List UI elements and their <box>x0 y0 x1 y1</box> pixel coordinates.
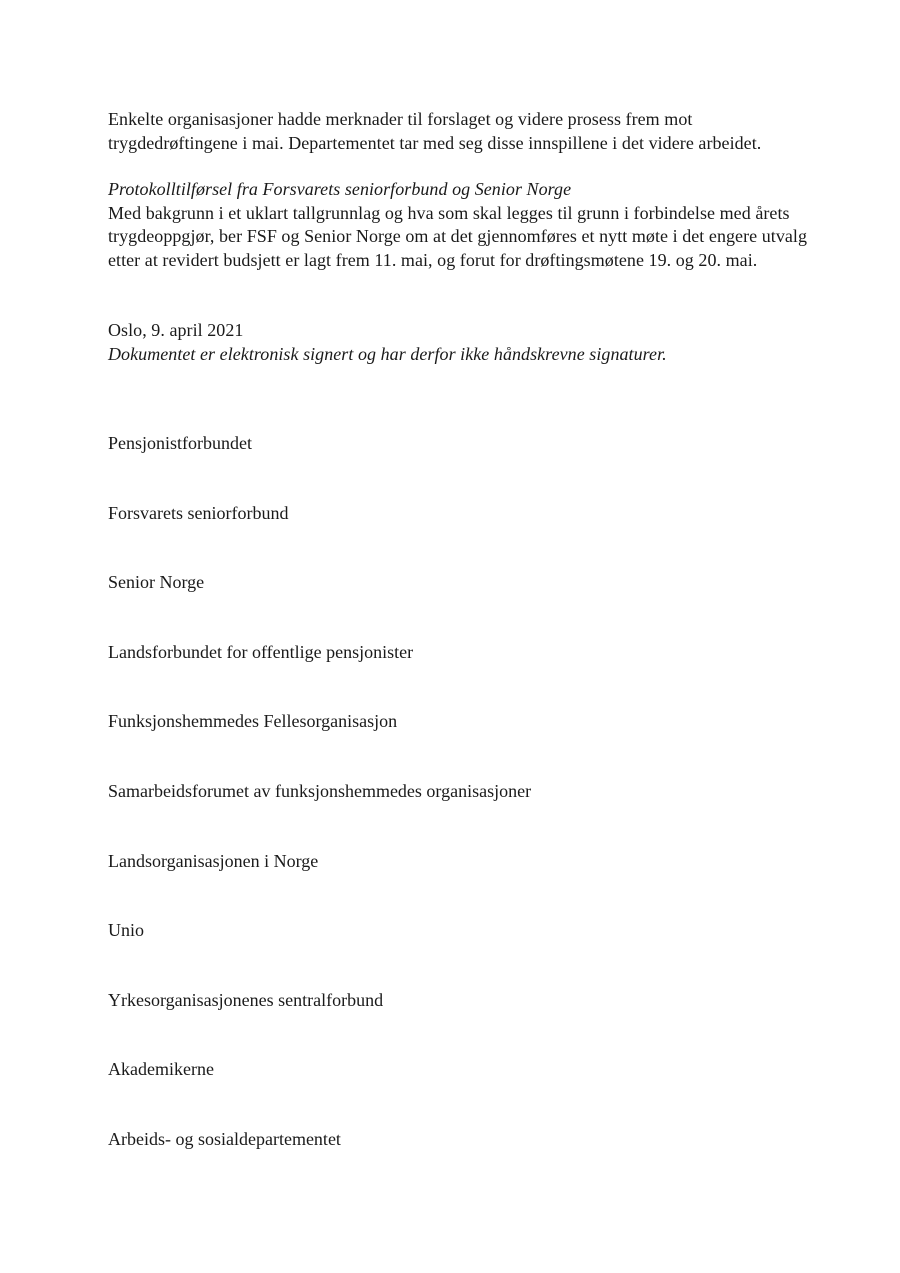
signatory-list <box>108 432 808 1198</box>
intro-paragraph: Enkelte organisasjoner hadde merknader til forslaget og videre prosess frem mot trygdedrøftingene i mai. Departementet tar med seg disse innspillene i det videre arbeidet. <box>108 109 762 153</box>
signature-note: Dokumentet er elektronisk signert og har derfor ikke håndskrevne signaturer. <box>108 343 667 364</box>
signatory-item: Samarbeidsforumet av funksjonshemmedes organisasjoner <box>108 780 532 801</box>
signatory-item: Akademikerne <box>108 1059 214 1080</box>
signatory-item: Pensjonistforbundet <box>108 433 252 453</box>
signatory-item: Landsforbundet for offentlige pensjonister <box>108 641 414 662</box>
signatory-item: Yrkesorganisasjonenes sentralforbund <box>108 989 384 1010</box>
signatory-item: Unio <box>108 920 144 941</box>
protocol-paragraph: Med bakgrunn i et uklart tallgrunnlag og hva som skal legges til grunn i forbindelse med årets trygdeoppgjør, ber FSF og Senior Norge om at det gjennomføres et nytt møte i det engere utvalg etter at revidert budsjett er lagt frem 11. mai, og forut for drøftingsmøtene 19. og 20. mai. <box>108 202 808 270</box>
signatory-item: Funksjonshemmedes Fellesorganisasjon <box>108 711 398 732</box>
protocol-heading: Protokolltilførsel fra Forsvarets seniorforbund og Senior Norge <box>108 179 572 199</box>
signatory-item: Forsvarets seniorforbund <box>108 502 289 523</box>
place-date: Oslo, 9. april 2021 <box>108 320 244 340</box>
signatory-item: Arbeids- og sosialdepartementet <box>108 1128 341 1149</box>
document-body <box>108 108 808 366</box>
signatory-item: Senior Norge <box>108 572 205 593</box>
signatory-item: Landsorganisasjonen i Norge <box>108 850 319 871</box>
